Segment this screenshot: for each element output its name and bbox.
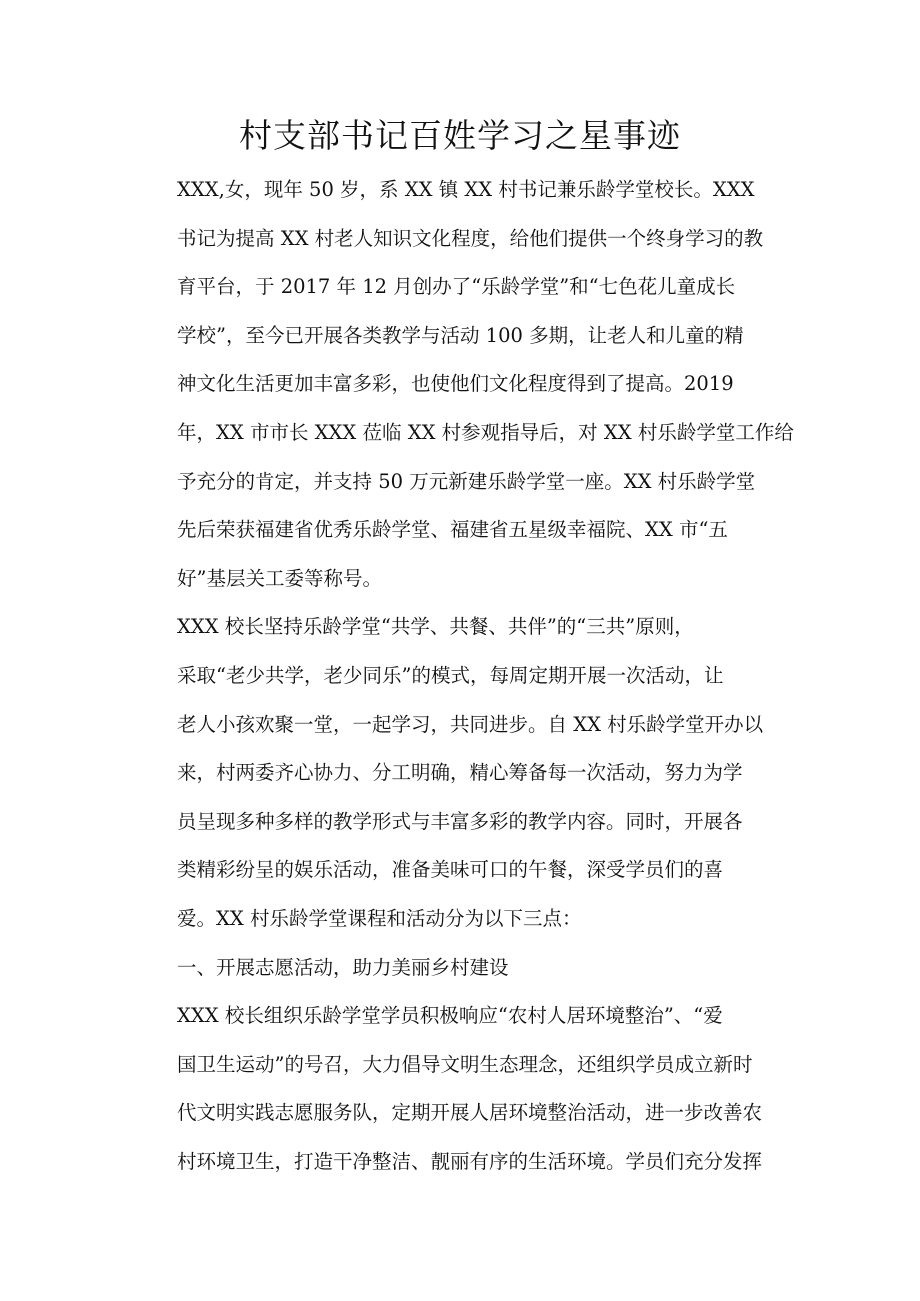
paragraph-1 xyxy=(138,166,794,603)
text-line: 学校”，至今已开展各类教学与活动 100 多期，让老人和儿童的精 xyxy=(177,323,744,347)
text-line: 予充分的肯定，并支持 50 万元新建乐龄学堂一座。XX 村乐龄学堂 xyxy=(177,469,756,493)
text-line: 类精彩纷呈的娱乐活动，准备美味可口的午餐，深受学员们的喜 xyxy=(177,858,724,882)
text-line: 书记为提高 XX 村老人知识文化程度，给他们提供一个终身学习的教 xyxy=(177,226,764,250)
text-line: XXX 校长坚持乐龄学堂“共学、共餐、共伴”的“三共”原则， xyxy=(177,615,694,639)
text-line: 老人小孩欢聚一堂，一起学习，共同进步。自 XX 村乐龄学堂开办以 xyxy=(177,712,764,736)
text-line: 代文明实践志愿服务队，定期开展人居环境整治活动，进一步改善农 xyxy=(177,1101,763,1125)
section-heading-text: 一、开展志愿活动，助力美丽乡村建设 xyxy=(177,955,509,979)
paragraph-3 xyxy=(138,992,768,1186)
text-line: 先后荣获福建省优秀乐龄学堂、福建省五星级幸福院、XX 市“五 xyxy=(177,518,728,542)
text-line: 育平台，于 2017 年 12 月创办了“乐龄学堂”和“七色花儿童成长 xyxy=(177,275,736,299)
text-line: 神文化生活更加丰富多彩，也使他们文化程度得到了提高。2019 xyxy=(177,372,734,396)
section-heading xyxy=(138,944,768,993)
text-line: 员呈现多种多样的教学形式与丰富多彩的教学内容。同时，开展各 xyxy=(177,809,743,833)
text-line: XXX 校长组织乐龄学堂学员积极响应“农村人居环境整治”、“爱 xyxy=(177,1004,723,1028)
text-line: 年，XX 市市长 XXX 莅临 XX 村参观指导后，对 XX 村乐龄学堂工作给 xyxy=(177,420,794,444)
document-title: 村支部书记百姓学习之星事迹 xyxy=(239,116,681,155)
text-line: XXX,女，现年 50 岁，系 XX 镇 XX 村书记兼乐龄学堂校长。XXX xyxy=(177,178,755,201)
document-body xyxy=(138,166,794,1186)
text-line: 村环境卫生，打造干净整洁、靓丽有序的生活环境。学员们充分发挥 xyxy=(177,1149,763,1173)
text-line: 来，村两委齐心协力、分工明确，精心筹备每一次活动，努力为学 xyxy=(177,761,743,785)
text-line: 采取“老少共学，老少同乐”的模式，每周定期开展一次活动，让 xyxy=(177,663,724,687)
text-line: 国卫生运动”的号召，大力倡导文明生态理念，还组织学员成立新时 xyxy=(177,1052,753,1076)
text-line: 好”基层关工委等称号。 xyxy=(177,566,382,590)
text-line: 爱。XX 村乐龄学堂课程和活动分为以下三点： xyxy=(177,906,582,930)
paragraph-2 xyxy=(138,603,768,943)
